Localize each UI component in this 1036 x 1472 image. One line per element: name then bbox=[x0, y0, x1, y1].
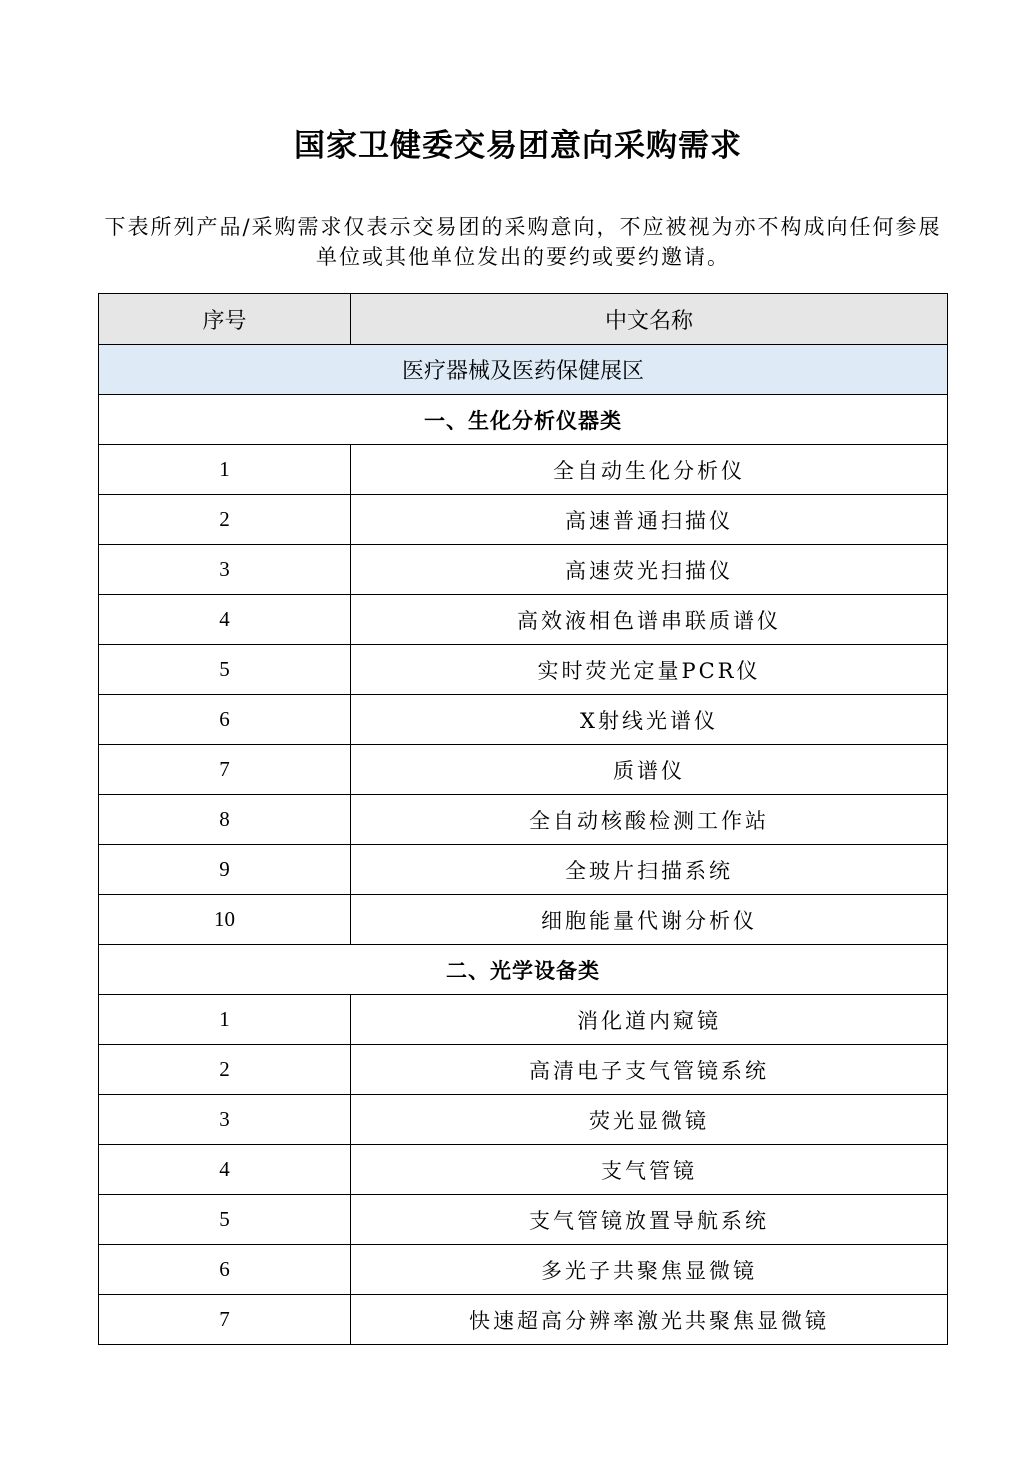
item-number: 10 bbox=[99, 895, 351, 945]
procurement-table bbox=[98, 293, 948, 1345]
table-row bbox=[99, 845, 948, 895]
table-row bbox=[99, 745, 948, 795]
table-row bbox=[99, 1245, 948, 1295]
item-name: 高速普通扫描仪 bbox=[351, 495, 948, 545]
zone-title: 医疗器械及医药保健展区 bbox=[99, 345, 948, 395]
page-title: 国家卫健委交易团意向采购需求 bbox=[294, 128, 742, 164]
table-row bbox=[99, 445, 948, 495]
item-number: 7 bbox=[99, 745, 351, 795]
item-number: 4 bbox=[99, 595, 351, 645]
column-header-number: 序号 bbox=[99, 294, 351, 345]
item-name: 全自动生化分析仪 bbox=[351, 445, 948, 495]
item-name: 消化道内窥镜 bbox=[351, 995, 948, 1045]
category-row bbox=[99, 945, 948, 995]
table-row bbox=[99, 495, 948, 545]
table-row bbox=[99, 1045, 948, 1095]
category-title: 二、光学设备类 bbox=[99, 945, 948, 995]
item-name: 支气管镜放置导航系统 bbox=[351, 1195, 948, 1245]
column-header-name: 中文名称 bbox=[351, 294, 948, 345]
table-row bbox=[99, 645, 948, 695]
item-number: 2 bbox=[99, 495, 351, 545]
item-name: 高清电子支气管镜系统 bbox=[351, 1045, 948, 1095]
item-number: 3 bbox=[99, 545, 351, 595]
item-number: 4 bbox=[99, 1145, 351, 1195]
item-name: 质谱仪 bbox=[351, 745, 948, 795]
item-number: 9 bbox=[99, 845, 351, 895]
table-body bbox=[99, 345, 948, 1345]
item-number: 2 bbox=[99, 1045, 351, 1095]
table-row bbox=[99, 995, 948, 1045]
item-name: 支气管镜 bbox=[351, 1145, 948, 1195]
zone-row bbox=[99, 345, 948, 395]
item-name: 全玻片扫描系统 bbox=[351, 845, 948, 895]
disclaimer-text: 下表所列产品/采购需求仅表示交易团的采购意向，不应被视为亦不构成向任何参展单位或其他单位发出的要约或要约邀请。 bbox=[104, 215, 942, 269]
item-number: 5 bbox=[99, 645, 351, 695]
table-row bbox=[99, 695, 948, 745]
item-number: 3 bbox=[99, 1095, 351, 1145]
item-number: 8 bbox=[99, 795, 351, 845]
table-row bbox=[99, 595, 948, 645]
table-row bbox=[99, 795, 948, 845]
item-name: X射线光谱仪 bbox=[351, 695, 948, 745]
item-name: 高速荧光扫描仪 bbox=[351, 545, 948, 595]
item-name: 实时荧光定量PCR仪 bbox=[351, 645, 948, 695]
category-title: 一、生化分析仪器类 bbox=[99, 395, 948, 445]
item-number: 5 bbox=[99, 1195, 351, 1245]
item-number: 1 bbox=[99, 445, 351, 495]
table-row bbox=[99, 1145, 948, 1195]
item-number: 6 bbox=[99, 695, 351, 745]
item-name: 细胞能量代谢分析仪 bbox=[351, 895, 948, 945]
table-row bbox=[99, 1295, 948, 1345]
item-name: 多光子共聚焦显微镜 bbox=[351, 1245, 948, 1295]
item-number: 7 bbox=[99, 1295, 351, 1345]
table-row bbox=[99, 1095, 948, 1145]
table-row bbox=[99, 1195, 948, 1245]
table-row bbox=[99, 895, 948, 945]
item-name: 荧光显微镜 bbox=[351, 1095, 948, 1145]
category-row bbox=[99, 395, 948, 445]
item-name: 快速超高分辨率激光共聚焦显微镜 bbox=[351, 1295, 948, 1345]
table-row bbox=[99, 545, 948, 595]
item-number: 1 bbox=[99, 995, 351, 1045]
item-name: 全自动核酸检测工作站 bbox=[351, 795, 948, 845]
table-header bbox=[99, 294, 948, 345]
item-name: 高效液相色谱串联质谱仪 bbox=[351, 595, 948, 645]
item-number: 6 bbox=[99, 1245, 351, 1295]
